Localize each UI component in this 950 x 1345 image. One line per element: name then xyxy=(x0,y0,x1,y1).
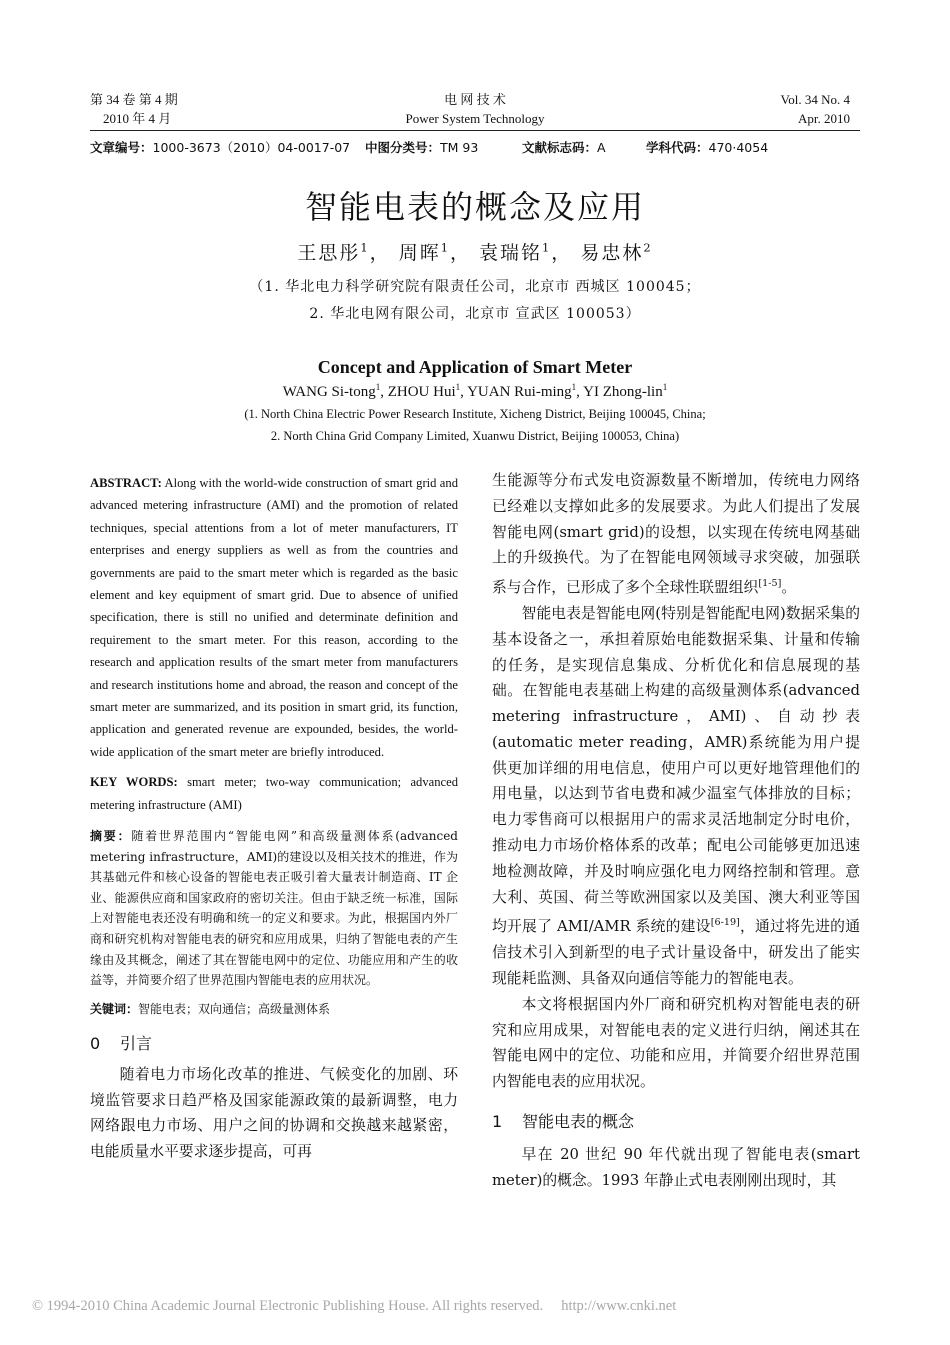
citation: [6-19] xyxy=(710,917,740,929)
author-cn: 袁瑞铭 xyxy=(479,242,543,264)
left-column xyxy=(90,472,458,1165)
author-cn: 周晖 xyxy=(398,242,441,264)
abstract-en xyxy=(90,472,458,763)
keywords-cn-text: 智能电表；双向通信；高级量测体系 xyxy=(138,1001,331,1016)
document-code: 文献标志码：A xyxy=(522,140,606,155)
journal-name xyxy=(340,90,610,128)
section-number: 1 xyxy=(492,1111,503,1131)
section-number: 0 xyxy=(90,1033,101,1053)
section-heading-0 xyxy=(90,1031,458,1054)
article-meta xyxy=(90,138,860,156)
author-en: YUAN Rui-ming xyxy=(467,384,572,400)
section-heading-1 xyxy=(492,1109,860,1132)
keywords-en xyxy=(90,771,458,816)
abstract-cn-text: 随着世界范围内“智能电网”和高级量测体系(advanced metering infrastructure，AMI)的建设以及相关技术的推进，作为其基础元件和核心设备的智能电表正吸引着大量表计制造商、IT 企业、能源供应商和国家政府的密切关注。但由于缺乏统一标准，国际上对智能电表还没有明确和统一的定义和要求。为此，根据国内外厂商和研究机构对智能电表的研究和应用成果，归纳了智能电表的产生缘由及其概念，阐述了其在智能电网中的定位、功能应用和产生的收益等，并简要介绍了世界范围内智能电表的应用状况。 xyxy=(90,829,458,988)
journal-name-en: Power System Technology xyxy=(405,111,545,126)
intro-paragraph-2: 智能电表是智能电网(特别是智能配电网)数据采集的基本设备之一，承担着原始电能数据采集、计量和传输的任务，是实现信息集成、分析优化和信息展现的基础。在智能电表基础上构建的高级量测体系(advanced metering infrastructure，AMI)、自动抄表(automatic meter reading，AMR)系统能为用户提供更加详细的用电信息，使用户可以更好地管理他们的用电量，以达到节省电费和减少温室气体排放的目标；电力零售商可以根据用户的需求灵活地制定分时电价，推动电力市场价格体系的改革；配电公司能够更加迅速地检测故障，并及时响应强化电力网络控制和管理。意大利、英国、荷兰等欧洲国家以及美国、澳大利亚等国均开展了 AMI/AMR 系统的建设[6-19]，通过将先进的通信技术引入到新型的电子式计量设备中，研发出了能实现能耗监测、具备双向通信等能力的智能电表。 xyxy=(492,604,860,987)
authors-cn: 王思彤$^1$， 周晖$^1$， 袁瑞铭$^1$， 易忠林$^2$ xyxy=(297,240,653,264)
copyright-text: © 1994-2010 China Academic Journal Electronic Publishing House. All rights reserved. xyxy=(32,1298,544,1314)
subject-code: 学科代码：470·4054 xyxy=(646,140,769,155)
section-title: 引言 xyxy=(120,1033,153,1053)
copyright-footer xyxy=(32,1298,676,1315)
intro-paragraph-3: 本文将根据国内外厂商和研究机构对智能电表的研究和应用成果，对智能电表的定义进行归纳，阐述其在智能电网中的定位、功能和应用，并简要介绍世界范围内智能电表的应用状况。 xyxy=(492,995,860,1091)
keywords-en-label: KEY WORDS: xyxy=(90,775,178,790)
affiliation-en-2: 2. North China Grid Company Limited, Xuanwu District, Beijing 100053, China) xyxy=(270,429,680,443)
affiliation-cn-1: （1. 华北电力科学研究院有限责任公司，北京市 西城区 100045； xyxy=(249,279,701,295)
title-cn: 智能电表的概念及应用 xyxy=(304,188,645,226)
volume-issue: 第 34 卷 第 4 期 xyxy=(90,92,178,107)
citation: [1-5] xyxy=(758,578,782,590)
journal-name-cn: 电 网 技 术 xyxy=(444,92,506,107)
keywords-cn-label: 关键词： xyxy=(90,1001,139,1016)
intro-paragraph-1: 随着电力市场化改革的推进、气候变化的加剧、环境监管要求日趋严格及国家能源政策的最新调整，电力网络跟电力市场、用户之间的协调和交换越来越紧密，电能质量水平要求逐步提高，可再 xyxy=(90,1065,458,1161)
keywords-en-text: smart meter; two-way communication; advanced metering infrastructure (AMI) xyxy=(90,775,458,812)
authors-en: WANG Si-tong$^1$, ZHOU Hui$^1$, YUAN Rui-ming$^1$, YI Zhong-lin$^1$ xyxy=(282,382,668,400)
issue-date-en: Apr. 2010 xyxy=(798,111,850,126)
author-cn: 王思彤 xyxy=(297,242,361,264)
author-en: YI Zhong-lin xyxy=(583,384,663,400)
abstract-en-text: Along with the world-wide construction of smart grid and advanced metering infrastructure (AMI) and the promotion of related techniques, special attentions from a lot of meter manufacturers, IT enterprises and energy suppliers as well as from the countries and governments are paid to the smart meter which is regarded as the basic element and key equipment of smart grid. Due to absence of unified specification, there is still no unified and determinate definition and requirement to the smart meter. For this reason, according to the research and application results of the smart meter from manufacturers and research institutions home and abroad, the reason and concept of the smart meter are summarized, and its position in smart grid, its function, application and generated revenue are expounded, besides, the world-wide application of the smart meter are briefly introduced. xyxy=(90,476,458,759)
title-en: Concept and Application of Smart Meter xyxy=(317,357,633,377)
clc-number: 中图分类号：TM 93 xyxy=(365,140,479,155)
right-column xyxy=(492,468,860,1194)
author-en: ZHOU Hui xyxy=(387,384,456,400)
affiliation-cn-2: 2. 华北电网有限公司，北京市 宣武区 100053） xyxy=(309,306,641,322)
abstract-cn-label: 摘要： xyxy=(90,829,132,844)
abstract-cn xyxy=(90,826,458,991)
abstract-en-label: ABSTRACT: xyxy=(90,476,162,490)
volume-issue-en: Vol. 34 No. 4 xyxy=(780,92,850,107)
section1-paragraph-1: 早在 20 世纪 90 年代就出现了智能电表(smart meter)的概念。1993 年静止式电表刚刚出现时，其 xyxy=(492,1145,860,1189)
cnki-link[interactable]: http://www.cnki.net xyxy=(561,1298,677,1314)
header-rule xyxy=(90,130,860,131)
affiliation-en-1: (1. North China Electric Power Research Institute, Xicheng District, Beijing 100045, China; xyxy=(244,407,706,421)
section-title: 智能电表的概念 xyxy=(522,1111,635,1131)
intro-paragraph-1-cont: 生能源等分布式发电资源数量不断增加，传统电力网络已经难以支撑如此多的发展要求。为此人们提出了发展智能电网(smart grid)的设想，以实现在传统电网基础上的升级换代。为了在智能电网领域寻求突破，加强联系与合作，已形成了多个全球性联盟组织[1-5]。 xyxy=(492,472,860,597)
keywords-cn xyxy=(90,999,458,1019)
issue-date-cn: 2010 年 4 月 xyxy=(103,111,172,126)
journal-issue-en xyxy=(650,90,850,128)
article-number: 文章编号：1000-3673（2010）04-0017-07 xyxy=(90,140,351,155)
author-en: WANG Si-tong xyxy=(282,384,376,400)
journal-issue-cn xyxy=(90,90,290,128)
author-cn: 易忠林 xyxy=(580,242,644,264)
